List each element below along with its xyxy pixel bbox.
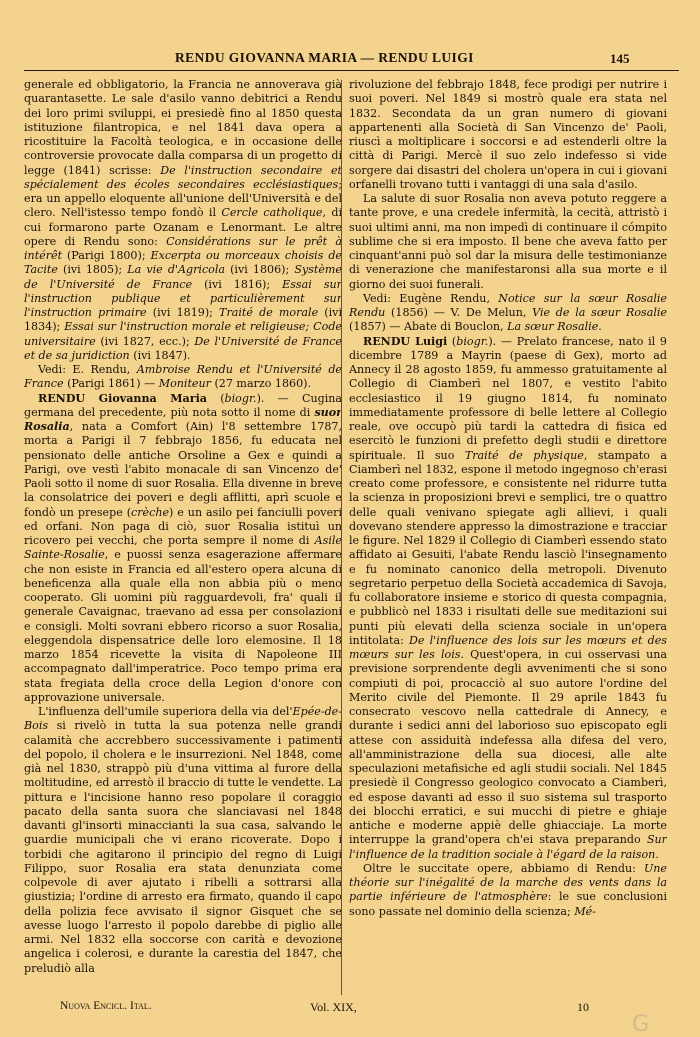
- text-run: (1856) — V. De Melun,: [385, 306, 533, 319]
- text-run: (ivi 1806);: [225, 263, 295, 277]
- styled-text: crèche: [131, 505, 170, 519]
- text-run: rivoluzione del febbrajo 1848, fece prodigi per nutrire i suoi poveri. Nel 1849 si mostrò quale era stata nel 1832. Secondata da un gran numero di giovani appartenenti alla Società di San Vincenzo de' Paoli, riuscì a moltiplicare i soccorsi e ad estenderli oltre la città di Parigi. Mercè il suo zelo indefesso si vide sorgere dai disastri del cholera un'opera in cui i giovani orfanelli trovano tutti i vantaggi di una sala d'asilo.: [349, 78, 667, 191]
- text-run: (27 marzo 1860).: [210, 377, 311, 391]
- header-rule: [24, 70, 679, 71]
- styled-text: Une théorie sur l'inégalité de la marche des vents dans la partie inférieure de l'atmosphère: [349, 861, 667, 904]
- text-run: Oltre le succitate opere, abbiamo di Rendu:: [363, 861, 644, 875]
- text-run: La salute di suor Rosalia non aveva potuto reggere a tante prove, e una credele infermità, la cecità, attristò i suoi ultimi anni, ma non impedì di continuare il cómpito sublime che si era imposto. Il bene che aveva fatto per cinquant'anni può sol dar la misura delle testimonianze di venerazione che manifestaronsi alla sua morte e il giorno dei suoi funerali.: [349, 192, 667, 291]
- text-run: (ivi 1819);: [146, 306, 220, 319]
- text-run: si rivelò in tutta la sua potenza nelle grandi calamità che accrebbero successivamente i patimenti del popolo, il cholera e le insurrezioni. Nel 1848, come già nel 1830, strappò più d'una vittima al furore della moltitudine, ed arrestò il braccio di tutte le vendette. La pittura e l'incisione hanno reso popolare il coraggio pacato della santa suora che slanciavasi nel 1848 davanti gl'insorti minaccianti la sua casa, salvando le guardie municipali che vi erano ricoverate. Dopo i torbidi che agitarono il principio del regno di Luigi Filippo, suor Rosalia era stata denunziata come colpevole di aver ajutato i ribelli a sottrarsi alla giustizia; l'ordine di arresto era firmato, quando il capo della polizia fece avvisato il signor Gisquet che se avesse luogo l'arresto il popolo darebbe di piglio alle armi. Nel 1832 ella soccorse con carità e devozione angelica i colerosi, e durante la carestia del 1847, che preludiò alla: [24, 719, 342, 975]
- text-run: (ivi 1827, ecc.);: [95, 334, 195, 348]
- paragraph: [349, 335, 667, 862]
- styled-text: Essai sur l'instruction morale et religieuse; Code universitaire: [24, 320, 342, 348]
- text-run: ) e un asilo pei fanciulli poveri ed orfani. Non paga di ciò, suor Rosalia istituì un ricovero pei vecchi, che porta sempre il nome di: [24, 505, 342, 547]
- text-run: , stampato a Ciamberì nel 1832, espone il metodo ingegnoso ch'erasi creato come professore, e consistente nel ridurre tutta la scienza in proposizioni brevi e semplici, tre o quattro delle quali venivano spiegate agli allievi, i quali dovevano stendere appresso la dimostrazione e tracciar le figure. Nel 1829 il Collegio di Ciamberì essendo stato affidato ai Gesuiti, l'abate Rendu lasciò l'insegnamento e fu nominato canonico della metropoli. Divenuto segretario perpetuo della Società accademica di Savoja, fu collaboratore insieme e storico di questa compagnia, e pubblicò nel 1833 i risultati delle sue meditazioni sui punti più elevati della scienza sociale in un'opera intitolata:: [349, 448, 667, 647]
- footer-signature: 10: [577, 1000, 589, 1014]
- text-run: L'influenza dell'umile superiora della via del': [38, 705, 293, 718]
- styled-text: De l'influence des lois sur les mœurs et des mœurs sur les lois: [349, 633, 667, 661]
- running-title: RENDU GIOVANNA MARIA — RENDU LUIGI: [175, 50, 474, 65]
- styled-text: Essai sur l'instruction publique et particulièrement sur l'instruction primaire: [24, 277, 342, 319]
- text-run: (: [447, 334, 457, 348]
- footer-volume: Vol. XIX,: [310, 1000, 357, 1014]
- text-run: : le sue conclusioni sono passate nel dominio della scienza;: [349, 890, 667, 918]
- text-run: (ivi 1816);: [192, 277, 283, 291]
- text-run: (Parigi 1800);: [62, 249, 151, 262]
- styled-text: De l'instruction secondaire et spécialement des écoles secondaires ecclésiastiques: [24, 163, 342, 191]
- styled-text: Notice sur la sœur Rosalie Rendu: [349, 291, 667, 319]
- paragraph: [349, 862, 667, 919]
- styled-text: suor Rosalia: [24, 405, 342, 433]
- text-run: (Parigi 1861) —: [63, 377, 159, 391]
- text-run: Vedi: E. Rendu,: [38, 363, 137, 376]
- page-number: 145: [610, 51, 630, 66]
- text-run: , di cui formarono parte Ozanam e Lenormant. Le altre opere di Rendu sono:: [24, 206, 342, 248]
- column-divider: [341, 80, 342, 995]
- styled-text: La vie d'Agricola: [127, 263, 225, 277]
- text-run: , nata a Comfort (Ain) l'8 settembre 1787, morta a Parigi il 7 febbrajo 1856, fu educata nel pensionato delle antiche Orsoline a Gex e quindi a Parigi, ove vestì l'abito monacale di san Vincenzo de' Paoli sotto il nome di suor Rosalia. Ella divenne in breve la consolatrice dei poveri e degli afflitti, aprì scuole e fondò un presepe (: [24, 420, 342, 519]
- page-header: [0, 0, 700, 78]
- styled-text: Epée-de-Bois: [24, 705, 342, 733]
- paragraph: [24, 392, 342, 706]
- styled-text: biogr.: [224, 391, 257, 405]
- watermark-logo: G: [632, 1012, 650, 1037]
- left-column: [24, 78, 342, 996]
- text-run: ). — Prelato francese, nato il 9 dicembre 1789 a Mayrin (paese di Gex), morto ad Annecy il 28 agosto 1859, fu ammesso gratuitamente al Collegio di Ciamberì nel 1807, e vestito l'abito ecclesiastico il 19 giugno 1814, fu nominato immediatamente professore di belle lettere al Collegio reale, ove occupò più tardi la cattedra di fisica ed esercitò le funzioni di prefetto degli studii e direttore spirituale. Il suo: [349, 334, 667, 462]
- styled-text: Vie de la sœur Rosalie: [532, 306, 667, 319]
- footer-publication: Nuova Encicl. Ital.: [60, 1000, 152, 1012]
- paragraph: [24, 363, 342, 392]
- styled-text: Traité de morale: [219, 306, 319, 319]
- text-run: ; era un appello eloquente all'unione dell'Università e del clero. Nell'istesso tempo fondò il: [24, 177, 342, 220]
- styled-text: Considérations sur le prêt à intérêt: [24, 234, 342, 262]
- styled-text: Cercle catholique: [221, 206, 323, 220]
- styled-text: Ambroise Rendu et l'Université de France: [24, 363, 342, 391]
- styled-text: Traité de physique: [464, 448, 584, 462]
- styled-text: Sur l'influence de la tradition sociale à l'égard de la raison: [349, 833, 667, 861]
- text-run: ). — Cugina germana del precedente, più nota sotto il nome di: [24, 391, 342, 419]
- text-run: generale ed obbligatorio, la Francia ne annoverava già quarantasette. Le sale d'asilo vanno debitrici a Rendu dei loro primi sviluppi, ei presiedè fino al 1850 questa istituzione filantropica, e nel 1841 dava opera a ricostituire la Facoltà teologica, e in occasione delle controversie provocate dalla comparsa di un progetto di legge (1841) scrisse:: [24, 78, 342, 177]
- styled-text: Système de l'Université de France: [24, 263, 342, 291]
- page-footer: [0, 996, 700, 1031]
- styled-text: RENDU Luigi: [363, 334, 448, 348]
- styled-text: Moniteur: [158, 377, 211, 391]
- text-run: . Quest'opera, in cui osservasi una previsione sorprendente degli avvenimenti che si sono compiuti di poi, procacciò al suo autore l'ordine del Merito civile del Piemonte. Il 29 aprile 1843 fu consecrato vescovo nella cattedrale di Annecy, e durante i sedici anni del laborioso suo episcopato egli attese con assiduità indefessa alla difesa del vero, all'amministrazione della sua diocesi, alle alte speculazioni metafisiche ed agli studii sociali. Nel 1845 presiedè il Congresso geologico convocato a Ciamberì, ed espose davanti ad esso il suo sistema sul trasporto dei blocchi erratici, e sui mucchi di pietre e ghiaje antiche e moderne appiè delle ghiacciaje. La morte interruppe la grand'opera ch'ei stava preparando: [349, 648, 667, 847]
- styled-text: RENDU Giovanna Maria: [38, 391, 207, 405]
- text-run: , e puossi senza esagerazione affermare che non esiste in Francia ed all'estero opera alcuna di beneficenza alla quale ella non abbia più o meno cooperato. Gli uomini più ragguardevoli, fra' quali il generale Cavaignac, traevano ad essa per consolazioni e consigli. Molti sovrani ebbero ricorso a suor Rosalia, eleggendola dispensatrice delle loro elemosine. Il 18 marzo 1854 ricevette la visita di Napoleone III accompagnato dall'imperatrice. Poco tempo prima era stata fregiata della croce della Legion d'onore con approvazione universale.: [24, 548, 342, 704]
- paragraph: [24, 705, 342, 976]
- text-run: (ivi 1847).: [129, 348, 191, 362]
- paragraph: [349, 78, 667, 192]
- text-run: (1857) — Abate di Bouclon,: [349, 320, 508, 334]
- paragraph: [24, 78, 342, 363]
- styled-text: De l'Université de France et de sa juridiction: [24, 334, 342, 362]
- right-column: [349, 78, 667, 996]
- text-run: (: [206, 391, 225, 405]
- paragraph: [349, 292, 667, 335]
- styled-text: Excerpta ou morceaux choisis de Tacite: [24, 249, 342, 277]
- text-run: Vedi: Eugène Rendu,: [363, 291, 499, 305]
- paragraph: [349, 192, 667, 292]
- styled-text: Mé-: [574, 904, 596, 918]
- text-run: (ivi 1834);: [24, 306, 342, 334]
- styled-text: Asile Sainte-Rosalie: [24, 534, 342, 562]
- styled-text: biogr.: [456, 334, 489, 348]
- text-run: .: [655, 847, 659, 861]
- styled-text: La sœur Rosalie: [507, 320, 599, 334]
- text-run: (ivi 1805);: [57, 263, 128, 277]
- text-run: .: [598, 320, 602, 334]
